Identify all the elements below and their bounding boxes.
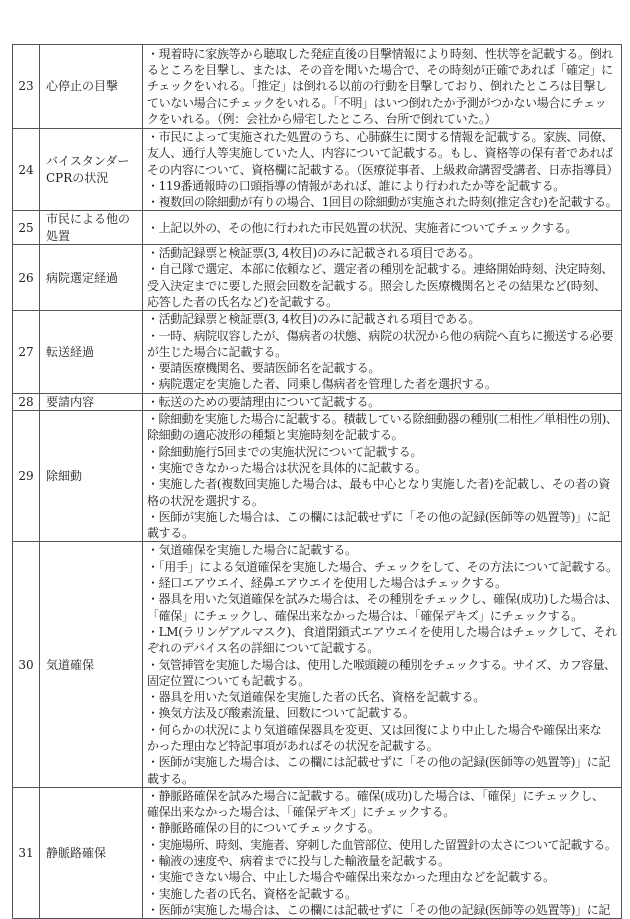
description-line: かった理由など特記事項があればその状況を記載する。 [147,738,439,753]
description-line: 確保出来なかった場合は、「確保デキズ」にチェックする。 [147,805,455,820]
description-line: が生じた場合に記載する。 [147,344,287,359]
description-line: 応答した者の氏名など)を記載する。 [147,294,338,309]
item-name [40,411,143,542]
description-line: ・実施した者の氏名、資格を記載する。 [147,886,357,901]
table-row [13,311,622,393]
item-name-line: 転送経過 [46,344,95,359]
description-line: ・経口エアウエイ、経鼻エアウエイを使用した場合はチェックする。 [147,576,507,591]
description-line: ・活動記録票と検証票(3, 4枚目)のみに記載される項目である。 [147,312,481,327]
item-description [143,411,622,542]
description-line: ・実施できない場合、中止した場合や確保出来なかった理由などを記載する。 [147,870,555,885]
description-line: ・実施できなかった場合は状況を具体的に記載する。 [147,460,427,475]
description-line: ・「用手」による気道確保を実施した場合、チェックをして、その方法について記載する。 [147,559,618,574]
description-line: ・医師が実施した場合は、この欄には記載せずに「その他の記録(医師等の処置等)」に記 [147,902,611,917]
description-line: ・換気方法及び酸素流量、回数について記載する。 [147,706,415,721]
row-number: 27 [13,311,40,393]
row-number: 31 [13,787,40,918]
row-number: 26 [13,245,40,311]
description-line: ・静脈路確保を試みた場合に記載する。確保(成功)した場合は、「確保」にチェックし、 [147,788,604,803]
item-description [143,45,622,129]
table-row [13,211,622,245]
item-name-line: 気道確保 [46,657,95,672]
row-number: 23 [13,45,40,129]
item-description [143,245,622,311]
table-row [13,393,622,410]
description-line: ・気管挿管を実施した場合は、使用した喉頭鏡の種別をチェックする。サイズ、カフ容量、 [147,657,616,672]
description-line: ・静脈路確保の目的についてチェックする。 [147,821,380,836]
row-number: 24 [13,129,40,211]
description-line: ・LM(ラリンゲアルマスク)、食道閉鎖式エアウエイを使用した場合はチェックして、それ [147,624,617,639]
description-line: ・医師が実施した場合は、この欄には記載せずに「その他の記録(医師等の処置等)」に記 [147,755,611,770]
instruction-table-body [13,45,622,919]
item-name-line: 処置 [46,228,71,243]
table-row [13,411,622,542]
description-line: ・上記以外の、その他に行われた市民処置の状況、実施者についてチェックする。 [147,220,577,235]
description-line: ・複数回の除細動が有りの場合、1回目の除細動が実施された時刻(推定含む)を記載する。 [147,195,618,210]
item-name-line: 静脈路確保 [46,845,107,860]
item-name-line: CPRの状況 [46,170,109,185]
item-description [143,129,622,211]
description-line: 友人、通行人等実施していた人、内容について記載する。もし、資格等の保有者であれば [147,146,613,161]
item-name [40,311,143,393]
item-name [40,245,143,311]
description-line: ・除細動施行5回までの実施状況について記載する。 [147,444,422,459]
item-name [40,542,143,787]
description-line: ・除細動を実施した場合に記載する。積載している除細動器の種別(二相性／単相性の別)、 [147,412,618,427]
item-name [40,45,143,129]
table-row [13,45,622,129]
table-row [13,245,622,311]
description-line: 載する。 [147,526,194,541]
item-description [143,211,622,245]
description-line: その内容について、資格欄に記載する。（医療従事者、上級救命講習受講者、日赤指導員） [147,162,618,177]
item-name-line: 病院選定経過 [46,270,119,285]
table-row [13,787,622,918]
item-name [40,393,143,410]
table-row [13,129,622,211]
item-name-line: バイスタンダー [46,154,130,169]
item-name [40,129,143,211]
description-line: ・病院選定を実施した者、同乗し傷病者を管理した者を選択する。 [147,377,497,392]
item-name [40,787,143,918]
item-description [143,787,622,918]
row-number: 28 [13,393,40,410]
description-line: ・119番通報時の口頭指導の情報があれば、誰により行われたか等を記載する。 [147,178,565,193]
description-line: ていない場合にチェックをいれる。「不明」はいつ倒れたか予測がつかない場合にチェッ [147,95,607,110]
description-line: ・要請医療機関名、要請医師名を記載する。 [147,361,381,376]
description-line: ・活動記録票と検証票(3, 4枚目)のみに記載される項目である。 [147,246,481,261]
description-line: ・実施した者(複数回実施した場合は、最も中心となり実施した者)を記載し、その者の資 [147,477,611,492]
description-line: 載する。 [147,771,194,786]
description-line: 固定位置についても記載する。 [147,673,310,688]
item-description [143,542,622,787]
description-line: ・気道確保を実施した場合に記載する。 [147,543,357,558]
description-line: ぞれのデバイス名の詳細について記載する。 [147,641,379,656]
description-line: ・何らかの状況により気道確保器具を変更、又は回復により中止した場合や確保出来な [147,722,602,737]
description-line: ・現着時に家族等から聴取した発症直後の目撃情報により時刻、性状等を記載する。倒れ [147,46,614,61]
description-line: クをいれる。（例：会社から帰宅したところ、台所で倒れていた。） [147,111,497,126]
instruction-table [12,44,622,919]
description-line: 除細動の適応波形の種類と実施時刻を記載する。 [147,428,404,443]
row-number: 30 [13,542,40,787]
description-line: チェックをいれる。「推定」は倒れる以前の行動を目撃しており、倒れたところは目撃し [147,79,607,94]
table-row [13,542,622,787]
description-line: 受入決定までに要した照会回数を記載する。照会した医療機関名とその結果など(時刻、 [147,278,606,293]
description-line: ・自己隊で選定、本部に依頼など、選定者の種別を記載する。連絡開始時刻、決定時刻、 [147,262,614,277]
description-line: ・転送のための要請理由について記載する。 [147,394,380,409]
description-line: ・一時、病院収容したが、傷病者の状態、病院の状況から他の病院へ直ちに搬送する必要 [147,328,614,343]
item-description [143,393,622,410]
item-description [143,311,622,393]
row-number: 29 [13,411,40,542]
description-line: 「確保」にチェックし、確保出来なかった場合は、「確保デキズ」にチェックする。 [147,608,583,623]
item-name [40,211,143,245]
description-line: 格の状況を選択する。 [147,493,264,508]
description-line: ・輸液の速度や、病着までに投与した輸液量を記載する。 [147,854,450,869]
description-line: ・器具を用いた気道確保を実施した者の氏名、資格を記載する。 [147,690,485,705]
item-name-line: 除細動 [46,469,83,484]
description-line: るところを目撃し、または、その音を聞いた場合で、その時刻が正確であれば「確定」に [147,63,613,78]
description-line: ・器具を用いた気道確保を試みた場合は、その種別をチェックし、確保(成功)した場合は、 [147,592,618,607]
row-number: 25 [13,211,40,245]
item-name-line: 要請内容 [46,394,95,409]
description-line: ・市民によって実施された処置のうち、心肺蘇生に関する情報を記載する。家族、同僚、 [147,130,614,144]
description-line: ・実施場所、時刻、実施者、穿刺した血管部位、使用した留置針の太さについて記載する。 [147,837,617,852]
description-line: ・医師が実施した場合は、この欄には記載せずに「その他の記録(医師等の処置等)」に記 [147,509,611,524]
item-name-line: 市民による他の [46,212,131,227]
item-name-line: 心停止の目撃 [46,79,119,94]
